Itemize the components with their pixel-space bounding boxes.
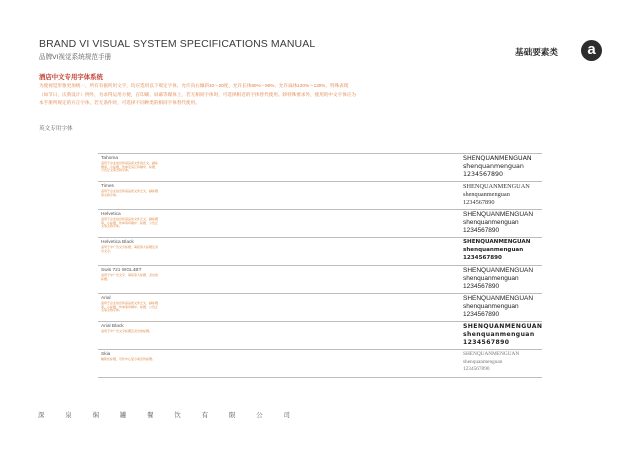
font-sample bbox=[463, 211, 533, 235]
sample-lowercase: shenquanmenguan bbox=[463, 302, 519, 310]
font-sample bbox=[463, 239, 530, 263]
sample-lowercase: shenquanmenguan bbox=[463, 162, 524, 170]
table-divider bbox=[98, 293, 542, 294]
font-description: 适用于中广告文字标题、海报等大标题及突出文字。 bbox=[101, 245, 159, 253]
table-divider bbox=[98, 237, 542, 238]
company-char: 公 bbox=[256, 412, 263, 419]
sample-lowercase: shenquanmenguan bbox=[463, 330, 535, 338]
sample-uppercase: SHENQUANMENGUAN bbox=[463, 351, 520, 357]
company-char: 限 bbox=[228, 412, 236, 419]
sample-uppercase: SHENQUANMENGUAN bbox=[463, 155, 532, 162]
block-body: 为使视觉形象更加统一，所有有据所用文字，均应选用以下规定字体，允许向右倾斜10～20度，允许长体80%～90%，允许扁体120%～130%，特殊表现（如节日、庆典设计）例外，为求得运用方便，在印刷、屏幕等媒体上，若无相同字体时，可选择相近的字体替代使用。除特殊要求外，使用的中文字体应为本手册所规定的方正字体，若无条件时，可选择不同种类的相同字体替代使用。 bbox=[39, 83, 356, 106]
english-fonts-label: 英文专用字体 bbox=[39, 126, 73, 132]
sample-lowercase: shenquanmenguan bbox=[463, 274, 519, 282]
font-name: Times bbox=[101, 184, 114, 189]
company-char: 泉 bbox=[65, 412, 72, 419]
font-sample bbox=[463, 323, 542, 347]
table-divider bbox=[98, 181, 542, 182]
section-label: 基础要素类 bbox=[515, 47, 558, 57]
font-name: Helvetica bbox=[101, 212, 121, 217]
company-char: 餐 bbox=[147, 412, 154, 419]
font-description: 适用于中广告文字标题及突出的标题。 bbox=[101, 329, 153, 333]
company-char: 焖 bbox=[92, 412, 99, 419]
company-char: 饮 bbox=[174, 412, 181, 419]
sample-digits: 1234567890 bbox=[463, 226, 500, 234]
font-name: Helvetica Black bbox=[101, 240, 134, 245]
table-divider bbox=[98, 265, 542, 266]
company-char: 司 bbox=[283, 412, 290, 419]
sample-lowercase: shenquanmenguan bbox=[463, 190, 510, 198]
font-sample bbox=[463, 295, 533, 319]
sample-digits: 1234567890 bbox=[463, 310, 500, 318]
sample-digits: 1234567890 bbox=[463, 198, 495, 206]
table-divider bbox=[98, 349, 542, 350]
company-name bbox=[38, 410, 290, 419]
font-sample bbox=[463, 183, 530, 207]
table-divider bbox=[98, 321, 542, 322]
block-heading: 酒店中文专用字体系统 bbox=[39, 74, 103, 81]
font-description: 辅助性标题，可作中心显示或宣传标题。 bbox=[101, 357, 156, 361]
sample-uppercase: SHENQUANMENGUAN bbox=[463, 323, 543, 330]
sample-uppercase: SHENQUANMENGUAN bbox=[463, 239, 531, 245]
font-name: Skia bbox=[101, 352, 111, 357]
sample-lowercase: shenquanmenguan bbox=[463, 218, 519, 226]
sample-digits: 1234567890 bbox=[463, 282, 500, 290]
font-specimen-table bbox=[98, 153, 542, 378]
font-sample bbox=[463, 267, 533, 291]
company-char: 罐 bbox=[119, 412, 127, 419]
font-description: 适用于企业信息和高品质文件正文、副标题等，小标题、传单等印刷中、标题、公告正文等全称字体。 bbox=[101, 217, 159, 229]
font-name: Arial Black bbox=[101, 324, 124, 329]
company-char: 深 bbox=[38, 412, 45, 419]
sample-digits: 1234567890 bbox=[463, 338, 510, 346]
sample-uppercase: SHENQUANMENGUAN bbox=[463, 295, 534, 302]
sample-lowercase: shenquanmenguan bbox=[463, 358, 503, 365]
font-name: Tahoma bbox=[101, 156, 119, 161]
font-name: Arial bbox=[101, 296, 111, 301]
table-divider bbox=[98, 377, 542, 378]
font-description: 适用于企业信息和高品质文件的正文、副标题等，小标题、传单及其它印刷中、标题、公告正文等全称字体。 bbox=[101, 161, 159, 173]
company-char: 有 bbox=[201, 412, 209, 419]
sample-uppercase: SHENQUANMENGUAN bbox=[463, 183, 530, 190]
section-badge: a bbox=[581, 40, 602, 61]
manual-title: BRAND VI VISUAL SYSTEM SPECIFICATIONS MANUAL bbox=[39, 38, 316, 50]
font-sample bbox=[463, 155, 532, 179]
font-description: 适用于中广告文字、海报等大标题、突出的标题。 bbox=[101, 273, 159, 281]
manual-subtitle: 品牌VI视觉系统规范手册 bbox=[39, 54, 112, 61]
table-divider bbox=[98, 153, 542, 154]
sample-digits: 1234567890 bbox=[463, 366, 490, 373]
font-sample bbox=[463, 351, 519, 374]
font-name: Swis 721 WGL4BT bbox=[101, 268, 142, 273]
sample-uppercase: SHENQUANMENGUAN bbox=[463, 211, 534, 218]
table-divider bbox=[98, 209, 542, 210]
font-description: 适用于企业信息和高品质文件正文、副标题等，小标题、传单等印刷中、标题、公告正文等全称字体。 bbox=[101, 301, 159, 313]
sample-digits: 1234567890 bbox=[463, 254, 502, 261]
sample-lowercase: shenquanmenguan bbox=[463, 246, 524, 253]
sample-uppercase: SHENQUANMENGUAN bbox=[463, 267, 534, 274]
font-description: 适用于企业信息和高品质文件正文、副标题等全称字体。 bbox=[101, 189, 159, 197]
sample-digits: 1234567890 bbox=[463, 170, 504, 178]
